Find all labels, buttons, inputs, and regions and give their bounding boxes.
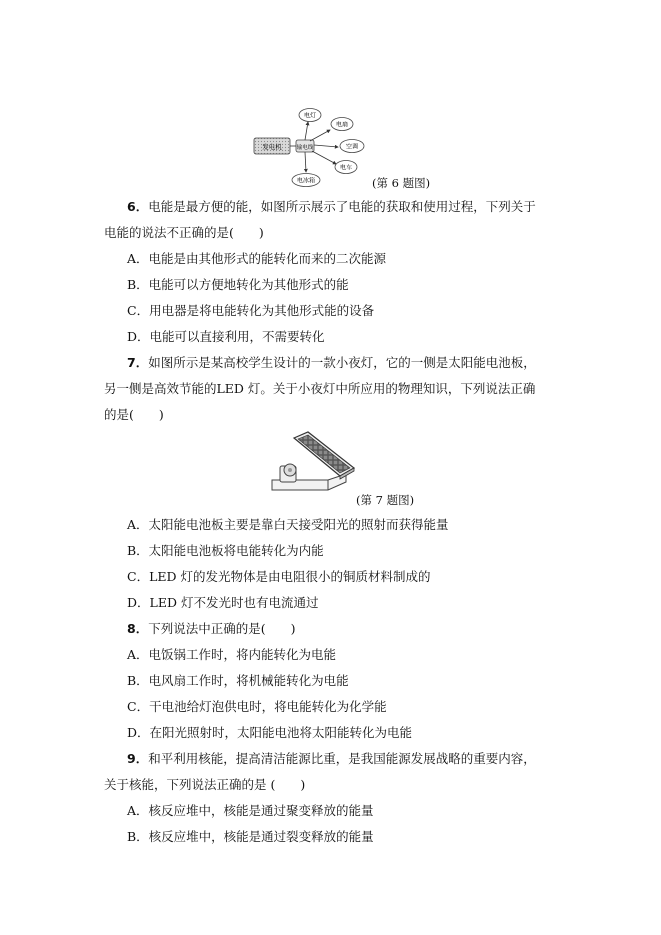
q7-stem-line2: 另一侧是高效节能的LED 灯。关于小夜灯中所应用的物理知识，下列说法正确 xyxy=(104,381,536,396)
q8-stem: 8．下列说法中正确的是( ) xyxy=(127,621,296,636)
q8-option-d: D．在阳光照射时，太阳能电池将太阳能转化为电能 xyxy=(127,725,413,740)
q6-number: 6． xyxy=(127,199,149,214)
q7-stem-line3: 的是( ) xyxy=(104,407,164,422)
q6-stem-line2: 电能的说法不正确的是( ) xyxy=(104,225,264,240)
node-fridge-label: 电冰箱 xyxy=(296,177,316,185)
figure-6-caption: (第 6 题图) xyxy=(372,176,431,190)
q7-option-c: C．LED 灯的发光物体是由电阻很小的铜质材料制成的 xyxy=(127,569,431,584)
q7-number: 7． xyxy=(127,355,149,370)
figure-6-diagram xyxy=(248,104,388,190)
q9-number: 9． xyxy=(127,751,149,766)
q7-option-a: A．太阳能电池板主要是靠白天接受阳光的照射而获得能量 xyxy=(127,517,449,532)
q7-option-d: D．LED 灯不发光时也有电流通过 xyxy=(127,595,319,610)
node-fan-label: 电扇 xyxy=(335,121,349,129)
figure-7-solar-lamp xyxy=(268,430,358,496)
q9-option-b: B．核反应堆中，核能是通过裂变释放的能量 xyxy=(127,829,374,844)
solar-panel xyxy=(298,435,350,473)
q6-option-c: C．用电器是将电能转化为其他形式能的设备 xyxy=(127,303,375,318)
q6-option-d: D．电能可以直接利用，不需要转化 xyxy=(127,329,325,344)
q9-stem-line1: 9．和平利用核能，提高清洁能源比重，是我国能源发展战略的重要内容， xyxy=(127,751,536,766)
q8-option-c: C．干电池给灯泡供电时，将电能转化为化学能 xyxy=(127,699,387,714)
node-ac-label: 空调 xyxy=(345,143,359,151)
q8-option-b: B．电风扇工作时，将机械能转化为电能 xyxy=(127,673,349,688)
figure-7-caption: (第 7 题图) xyxy=(356,493,415,507)
node-tram-label: 电车 xyxy=(339,164,353,172)
q9-stem-line2: 关于核能，下列说法正确的是 ( ) xyxy=(104,777,306,792)
q9-option-a: A．核反应堆中，核能是通过聚变释放的能量 xyxy=(127,803,374,818)
power-line-label: 输电线 xyxy=(296,145,314,151)
q8-option-a: A．电饭锅工作时，将内能转化为电能 xyxy=(127,647,337,662)
q7-option-b: B．太阳能电池板将电能转化为内能 xyxy=(127,543,324,558)
q6-stem-line1: 6．电能是最方便的能，如图所示展示了电能的获取和使用过程，下列关于 xyxy=(127,199,536,214)
node-lamp-label: 电灯 xyxy=(303,112,317,120)
q6-option-b: B．电能可以方便地转化为其他形式的能 xyxy=(127,277,349,292)
generator-label: 发电机 xyxy=(262,143,282,151)
q8-number: 8． xyxy=(127,621,149,636)
q7-stem-line1: 7．如图所示是某高校学生设计的一款小夜灯，它的一侧是太阳能电池板， xyxy=(127,355,536,370)
q6-option-a: A．电能是由其他形式的能转化而来的二次能源 xyxy=(127,251,387,266)
